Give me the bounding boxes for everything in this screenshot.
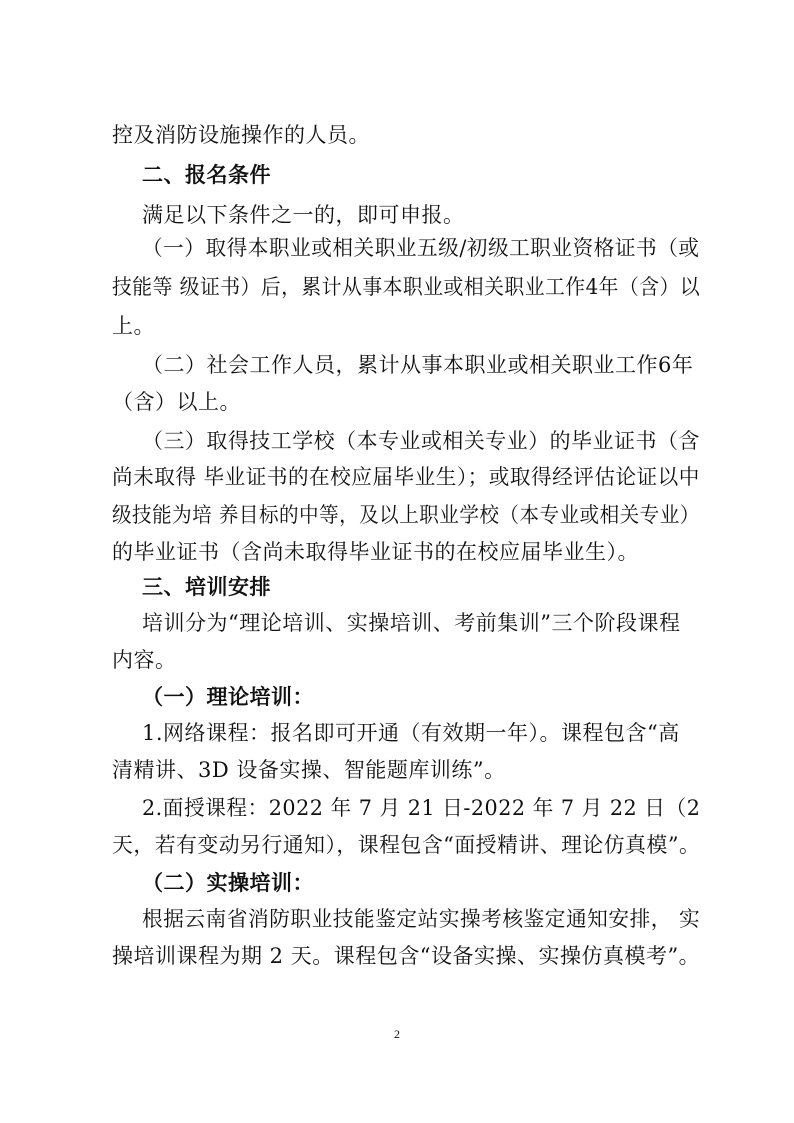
paragraph-line: 清精讲、3D 设备实操、智能题库训练”。 <box>112 758 506 782</box>
paragraph-line: 的毕业证书（含尚未取得毕业证书的在校应届毕业生）。 <box>112 540 639 564</box>
paragraph-line: （一）取得本职业或相关职业五级/初级工职业资格证书（或 <box>142 236 700 260</box>
paragraph-line: 技能等 级证书）后，累计从事本职业或相关职业工作4年（含）以 <box>112 275 701 299</box>
paragraph-line: 天，若有变动另行通知），课程包含“面授精讲、理论仿真模”。 <box>112 833 701 857</box>
paragraph-line: （二）社会工作人员，累计从事本职业或相关职业工作6年 <box>142 353 694 377</box>
paragraph-line: 培训分为“理论培训、实操培训、考前集训”三个阶段课程 <box>142 611 681 635</box>
section-heading-registration: 二、报名条件 <box>142 163 271 187</box>
subheading-theory-training: （一）理论培训： <box>142 685 314 709</box>
paragraph-line: 级技能为培 养目标的中等，及以上职业学校（本专业或相关专业） <box>112 503 700 527</box>
paragraph-line: 1.网络课程：报名即可开通（有效期一年）。课程包含“高 <box>142 721 680 745</box>
paragraph-line: 根据云南省消防职业技能鉴定站实操考核鉴定通知安排， 实 <box>142 907 701 931</box>
paragraph-line: 2.面授课程：2022 年 7 月 21 日-2022 年 7 月 22 日（2 <box>142 796 701 820</box>
paragraph-line: 操培训课程为期 2 天。课程包含“设备实操、实操仿真模考”。 <box>112 944 701 968</box>
paragraph-line: 尚未取得 毕业证书的在校应届毕业生）；或取得经评估论证以中 <box>112 465 700 489</box>
page-number: 2 <box>394 1027 400 1041</box>
paragraph-line: 控及消防设施操作的人员。 <box>112 123 370 147</box>
paragraph-line: 满足以下条件之一的，即可申报。 <box>142 203 465 227</box>
section-heading-training: 三、培训安排 <box>142 575 271 599</box>
paragraph-line: 内容。 <box>112 648 177 672</box>
paragraph-line: （含）以上。 <box>112 390 241 414</box>
subheading-practical-training: （二）实操培训： <box>142 871 314 895</box>
paragraph-line: 上。 <box>112 314 155 338</box>
paragraph-line: （三）取得技工学校（本专业或相关专业）的毕业证书（含 <box>142 429 700 453</box>
